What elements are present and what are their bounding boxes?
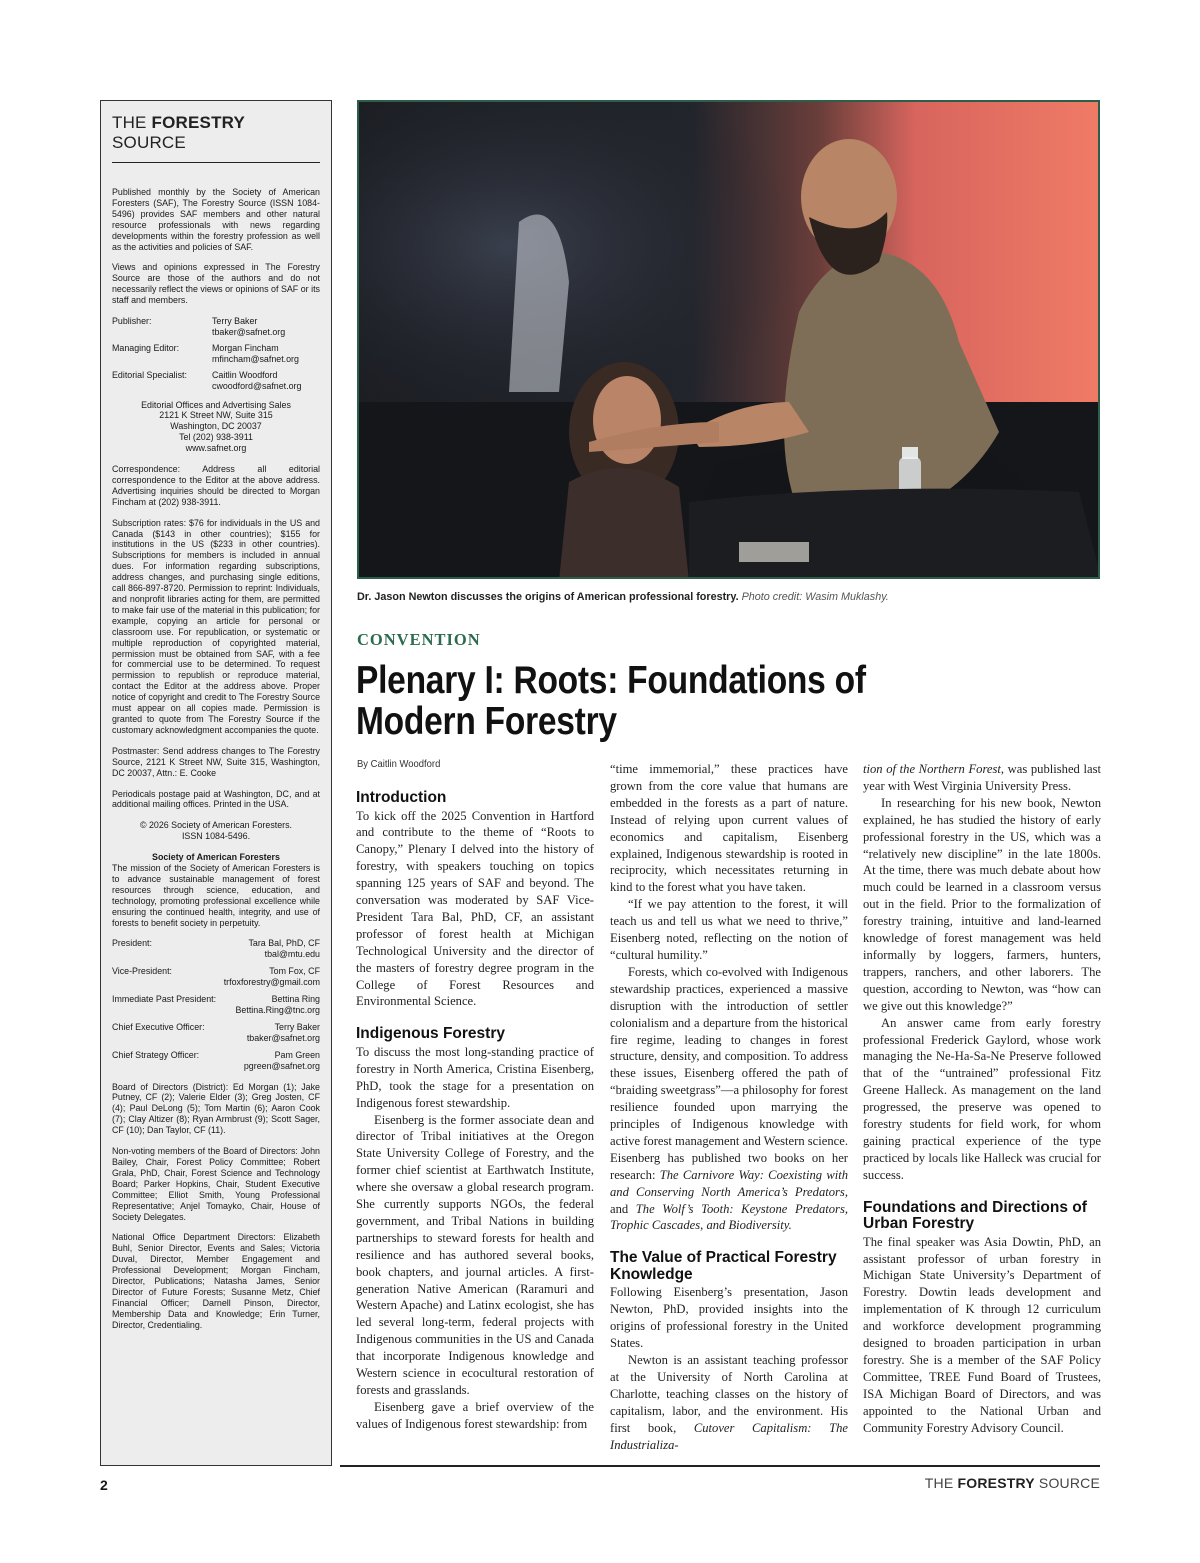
staff-name: Morgan Fincham (212, 342, 279, 353)
board-of-directors: Board of Directors (District): Ed Morgan (1); Jake Putney, CF (2); Valerie Elder (3); Greg Josten, CF (4); Paul DeLong (5); Tom Martin (6); Aaron Cook (7); Clay Altizer (8); Ryan Armbrust (9); Scott Sager, CF (10); Dan Taylor, CF (11). (112, 1081, 320, 1136)
editorial-offices (112, 400, 320, 455)
issn-line: ISSN 1084-5496. (181, 831, 251, 842)
officer-entry (112, 994, 320, 1016)
officer-entry (112, 938, 320, 960)
section-label: CONVENTION (357, 630, 481, 649)
masthead-logo: THE FORESTRY SOURCE (112, 113, 320, 163)
paragraph: tion of the Northern Forest, was published last year with West Virginia University Press. (863, 762, 1101, 793)
officer-role: Chief Executive Officer: (112, 1021, 205, 1032)
page-number: 2 (100, 1477, 108, 1493)
officer-role: Immediate Past President: (112, 994, 217, 1005)
officer-email: tbaker@safnet.org (246, 1032, 320, 1043)
speaker-photo-illustration (359, 102, 1100, 579)
paragraph: To kick off the 2025 Convention in Hartford and contribute to the theme of “Roots to Canopy,” Plenary I delved into the history of forestry, with speakers touching on topics spanning 125 years of SAF and beyond. The conversation was moderated by SAF Vice-President Tara Bal, PhD, CF, an assistant professor of forest health at Michigan Technological University and the director of the masters of forestry degree program in the College of Forest Resources and Environmental Science. (356, 808, 594, 1009)
article-column-3 (863, 761, 1101, 1437)
offices-website: www.safnet.org (185, 443, 247, 454)
staff-list (112, 316, 320, 391)
article-column-1 (356, 790, 594, 1433)
footer-logo: THE FORESTRY SOURCE (924, 1475, 1100, 1491)
paragraph: The final speaker was Asia Dowtin, PhD, an assistant professor of urban forestry in Michigan State University’s Department of Forestry. Dowtin leads development and implementation of K through 12 curriculum and workforce development programming designed to broaden participation in urban forestry. She is a member of the SAF Policy Committee, TREE Fund Board of Trustees, ISA Michigan Board of Directors, and was appointed to the National Urban and Community Forestry Advisory Council. (863, 1234, 1101, 1435)
nonvoting-members: Non-voting members of the Board of Directors: John Bailey, Chair, Forest Policy Committee; Robert Grala, PhD, Chair, Forest Science and Technology Board; Parker Hopkins, Chair, Student Executive Committee; Elliot Smith, Young Professional Representative; Anjel Tomayko, Chair, House of Society Delegates. (112, 1146, 320, 1222)
paragraph: Newton is an assistant teaching professor at the University of North Carolina at Charlotte, teaching classes on the history of capitalism, labor, and the environment. His first book, Cutover Capitalism: The Industrializa- (610, 1353, 848, 1452)
paragraph: “If we pay attention to the forest, it will teach us and tell us what we need to thrive,” Eisenberg noted, reflecting on the notion of “cultural humility.” (610, 897, 848, 962)
officer-role: Vice-President: (112, 966, 173, 977)
heading-indigenous-forestry: Indigenous Forestry (356, 1025, 505, 1043)
officer-email: trfoxforestry@gmail.com (223, 977, 320, 988)
officer-email: tbal@mtu.edu (264, 949, 320, 960)
officer-entry (112, 1022, 320, 1044)
staff-email: cwoodford@safnet.org (212, 380, 302, 391)
article-column-2 (610, 761, 848, 1453)
paragraph: Eisenberg is the former associate dean and director of Tribal initiatives at the Oregon State University College of Forestry, and the former chief scientist at Earthwatch Institute, where she oversaw a global research program. She currently supports NGOs, the federal government, and Tribal Nations in building partnerships to steward forests for health and resilience and has authored several books, book chapters, and journal articles. A first-generation Native American (Raramuri and Western Apache) and Latinx ecologist, she has led several long-term, federal projects with Indigenous communities in the US and Canada that incorporate Indigenous knowledge and Western science in ecocultural restoration of forests and grasslands. (356, 1112, 594, 1397)
article-headline: Plenary I: Roots: Foundations of Modern Forestry (356, 659, 866, 743)
staff-name: Terry Baker (212, 316, 258, 327)
offices-line: Editorial Offices and Advertising Sales (141, 399, 291, 410)
paragraph: Forests, which co-evolved with Indigenous stewardship practices, experienced a massive disruption with the introduction of settler colonialism and a departure from the historical fire regime, leading to changes in forest structure, density, and composition. To address these issues, Eisenberg offered the path of “braiding sweetgrass”—a philosophy for forest resilience founded upon marrying the principles of Indigenous knowledge with active forest management and Western science. Eisenberg has published two books on her research: The Carnivore Way: Coexisting with and Conserving North America’s Predators, and The Wolf’s Tooth: Keystone Predators, Trophic Cascades, and Biodiversity. (610, 964, 849, 1233)
officer-role: Chief Strategy Officer: (112, 1049, 200, 1060)
paragraph: To discuss the most long-standing practice of forestry in North America, Cristina Eisenberg, PhD, took the stage for a presentation on Indigenous forest stewardship. (356, 1044, 594, 1110)
society-mission: The mission of the Society of American Foresters is to advance sustainable management of forest resources through science, education, and technology, promoting professional excellence while ensuring the continued health, integrity, and use of forests to benefit society in perpetuity. (112, 863, 320, 928)
officer-name: Tom Fox, CF (269, 966, 320, 977)
officer-name: Pam Green (274, 1049, 320, 1060)
officer-email: Bettina.Ring@tnc.org (235, 1005, 320, 1015)
book-title: The Carnivore Way: Coexisting with and Conserving North America’s Predators, (610, 1167, 849, 1199)
masthead-sidebar (100, 100, 332, 1466)
masthead-intro: Published monthly by the Society of American Foresters (SAF), The Forestry Source (ISSN 1084-5496) provides SAF members and other natural resource professionals with news regarding developments within the forestry profession as well as the activities and policies of SAF. (112, 187, 320, 252)
copyright (112, 820, 320, 842)
paragraph: “time immemorial,” these practices have grown from the core value that humans are embedded in the forests as a part of nature. Instead of relying upon current values of economics and capitalism, Eisenberg explained, Indigenous stewardship is rooted in reciprocity, which necessitates returning in kind to the forest what you have taken. (610, 762, 848, 895)
correspondence: Correspondence: Address all editorial correspondence to the Editor at the above address. Advertising inquiries should be directed to Morgan Fincham at (202) 938-3911. (112, 464, 320, 507)
offices-line: Washington, DC 20037 (170, 421, 262, 432)
book-title: tion of the Northern Forest (863, 762, 1001, 776)
officer-role: President: (112, 938, 152, 949)
officers-list (112, 938, 320, 1071)
officer-entry (112, 966, 320, 988)
offices-line: Tel (202) 938-3911 (179, 432, 253, 443)
footer-rule (340, 1465, 1100, 1467)
staff-role: Managing Editor: (112, 342, 180, 353)
paragraph: Following Eisenberg’s presentation, Jason Newton, PhD, provided insights into the origins of professional forestry in the United States. (610, 1285, 848, 1351)
paragraph: Eisenberg gave a brief overview of the values of Indigenous forest stewardship: from (356, 1399, 594, 1431)
article-photo (357, 100, 1100, 579)
society-heading: Society of American Foresters (152, 852, 280, 863)
officer-name: Bettina Ring (271, 994, 320, 1005)
heading-introduction: Introduction (356, 789, 447, 806)
copyright-line: © 2026 Society of American Foresters. (139, 820, 293, 831)
subscription-rates: Subscription rates: $76 for individuals in the US and Canada ($143 in other countries); $155 for institutions in the US ($233 in other countries). Subscriptions for members is included in annual dues. For information regarding subscriptions, address changes, and purchasing single editions, call 866-897-8720. Permission to reprint: Individuals, and nonprofit libraries acting for them, are permitted to make fair use of the material in this publication; for example, copying an article for personal or classroom use. For republication, or systematic or multiple reproduction of copyrighted material, permission must be obtained from SAF, with a fee for commercial use to be determined. To request permission to republish or reproduce material, contact the Editor at the address above. Proper notice of copyright and credit to The Forestry Source must appear on all copies made. Permission is granted to quote from The Forestry Source if the customary acknowledgment accompanies the quote. (112, 517, 320, 735)
paragraph: An answer came from early forestry professional Frederick Gaylord, whose work managing the Ne-Ha-Sa-Ne Preserve followed that of the “untrained” professional Fitz Greene Halleck. As management on the land progressed, the preserve was opened to forestry students for field work, for whom gaining practical experience of the type practiced by locals like Halleck was crucial for success. (863, 1015, 1101, 1182)
masthead-views: Views and opinions expressed in The Forestry Source are those of the authors and do not necessarily reflect the views or opinions of SAF or its staff and members. (112, 262, 320, 306)
officer-email: pgreen@safnet.org (243, 1060, 320, 1071)
heading-urban-forestry: Foundations and Directions of Urban Forestry (863, 1198, 1087, 1233)
officer-name: Tara Bal, PhD, CF (248, 938, 320, 949)
heading-value-of-practical-knowledge: The Value of Practical Forestry Knowledge (610, 1249, 837, 1283)
staff-email: tbaker@safnet.org (212, 326, 286, 337)
officer-entry (112, 1050, 320, 1072)
byline: By Caitlin Woodford (357, 758, 441, 770)
periodicals: Periodicals postage paid at Washington, DC, and at additional mailing offices. Printed in the USA. (112, 788, 320, 810)
paragraph: In researching for his new book, Newton explained, he has studied the history of early professional forestry in the US, which was a “relatively new discipline” in the late 1800s. At the time, there was much debate about how much could be learned in a classroom versus out in the field. Prior to the formalization of forestry training, intuitive and land-learned knowledge of forest management was held informally by loggers, farmers, hunters, trappers, ranchers, and other laborers. The question, according to Newton, was “how can we give out this knowledge?” (863, 795, 1101, 1013)
book-title: The Wolf’s Tooth: Keystone Predators, Trophic Cascades, and Biodiversity. (610, 1201, 848, 1233)
book-title: Cutover Capitalism: The Industrializa- (610, 1420, 848, 1452)
staff-email: mfincham@safnet.org (212, 353, 299, 364)
officer-name: Terry Baker (274, 1021, 320, 1032)
offices-line: 2121 K Street NW, Suite 315 (159, 410, 273, 421)
photo-caption: Dr. Jason Newton discusses the origins of American professional forestry. Photo credit: Wasim Muklashy. (357, 591, 889, 603)
national-office-directors: National Office Department Directors: Elizabeth Buhl, Senior Director, Events and Sales; Victoria Duval, Director, Member Engagement and Professional Development; Morgan Fincham, Director, Publications; Natasha James, Senior Director of Future Forests; Susanne Metz, Chief Financial Officer; Darnell Pinson, Director, Membership Data and Knowledge; Erin Turner, Director, Credentialing. (112, 1232, 320, 1330)
staff-role: Editorial Specialist: (112, 369, 187, 380)
staff-role: Publisher: (112, 316, 152, 327)
postmaster: Postmaster: Send address changes to The Forestry Source, 2121 K Street NW, Suite 315, Washington, DC 20037, Attn.: E. Cooke (112, 745, 320, 778)
staff-name: Caitlin Woodford (212, 369, 278, 380)
